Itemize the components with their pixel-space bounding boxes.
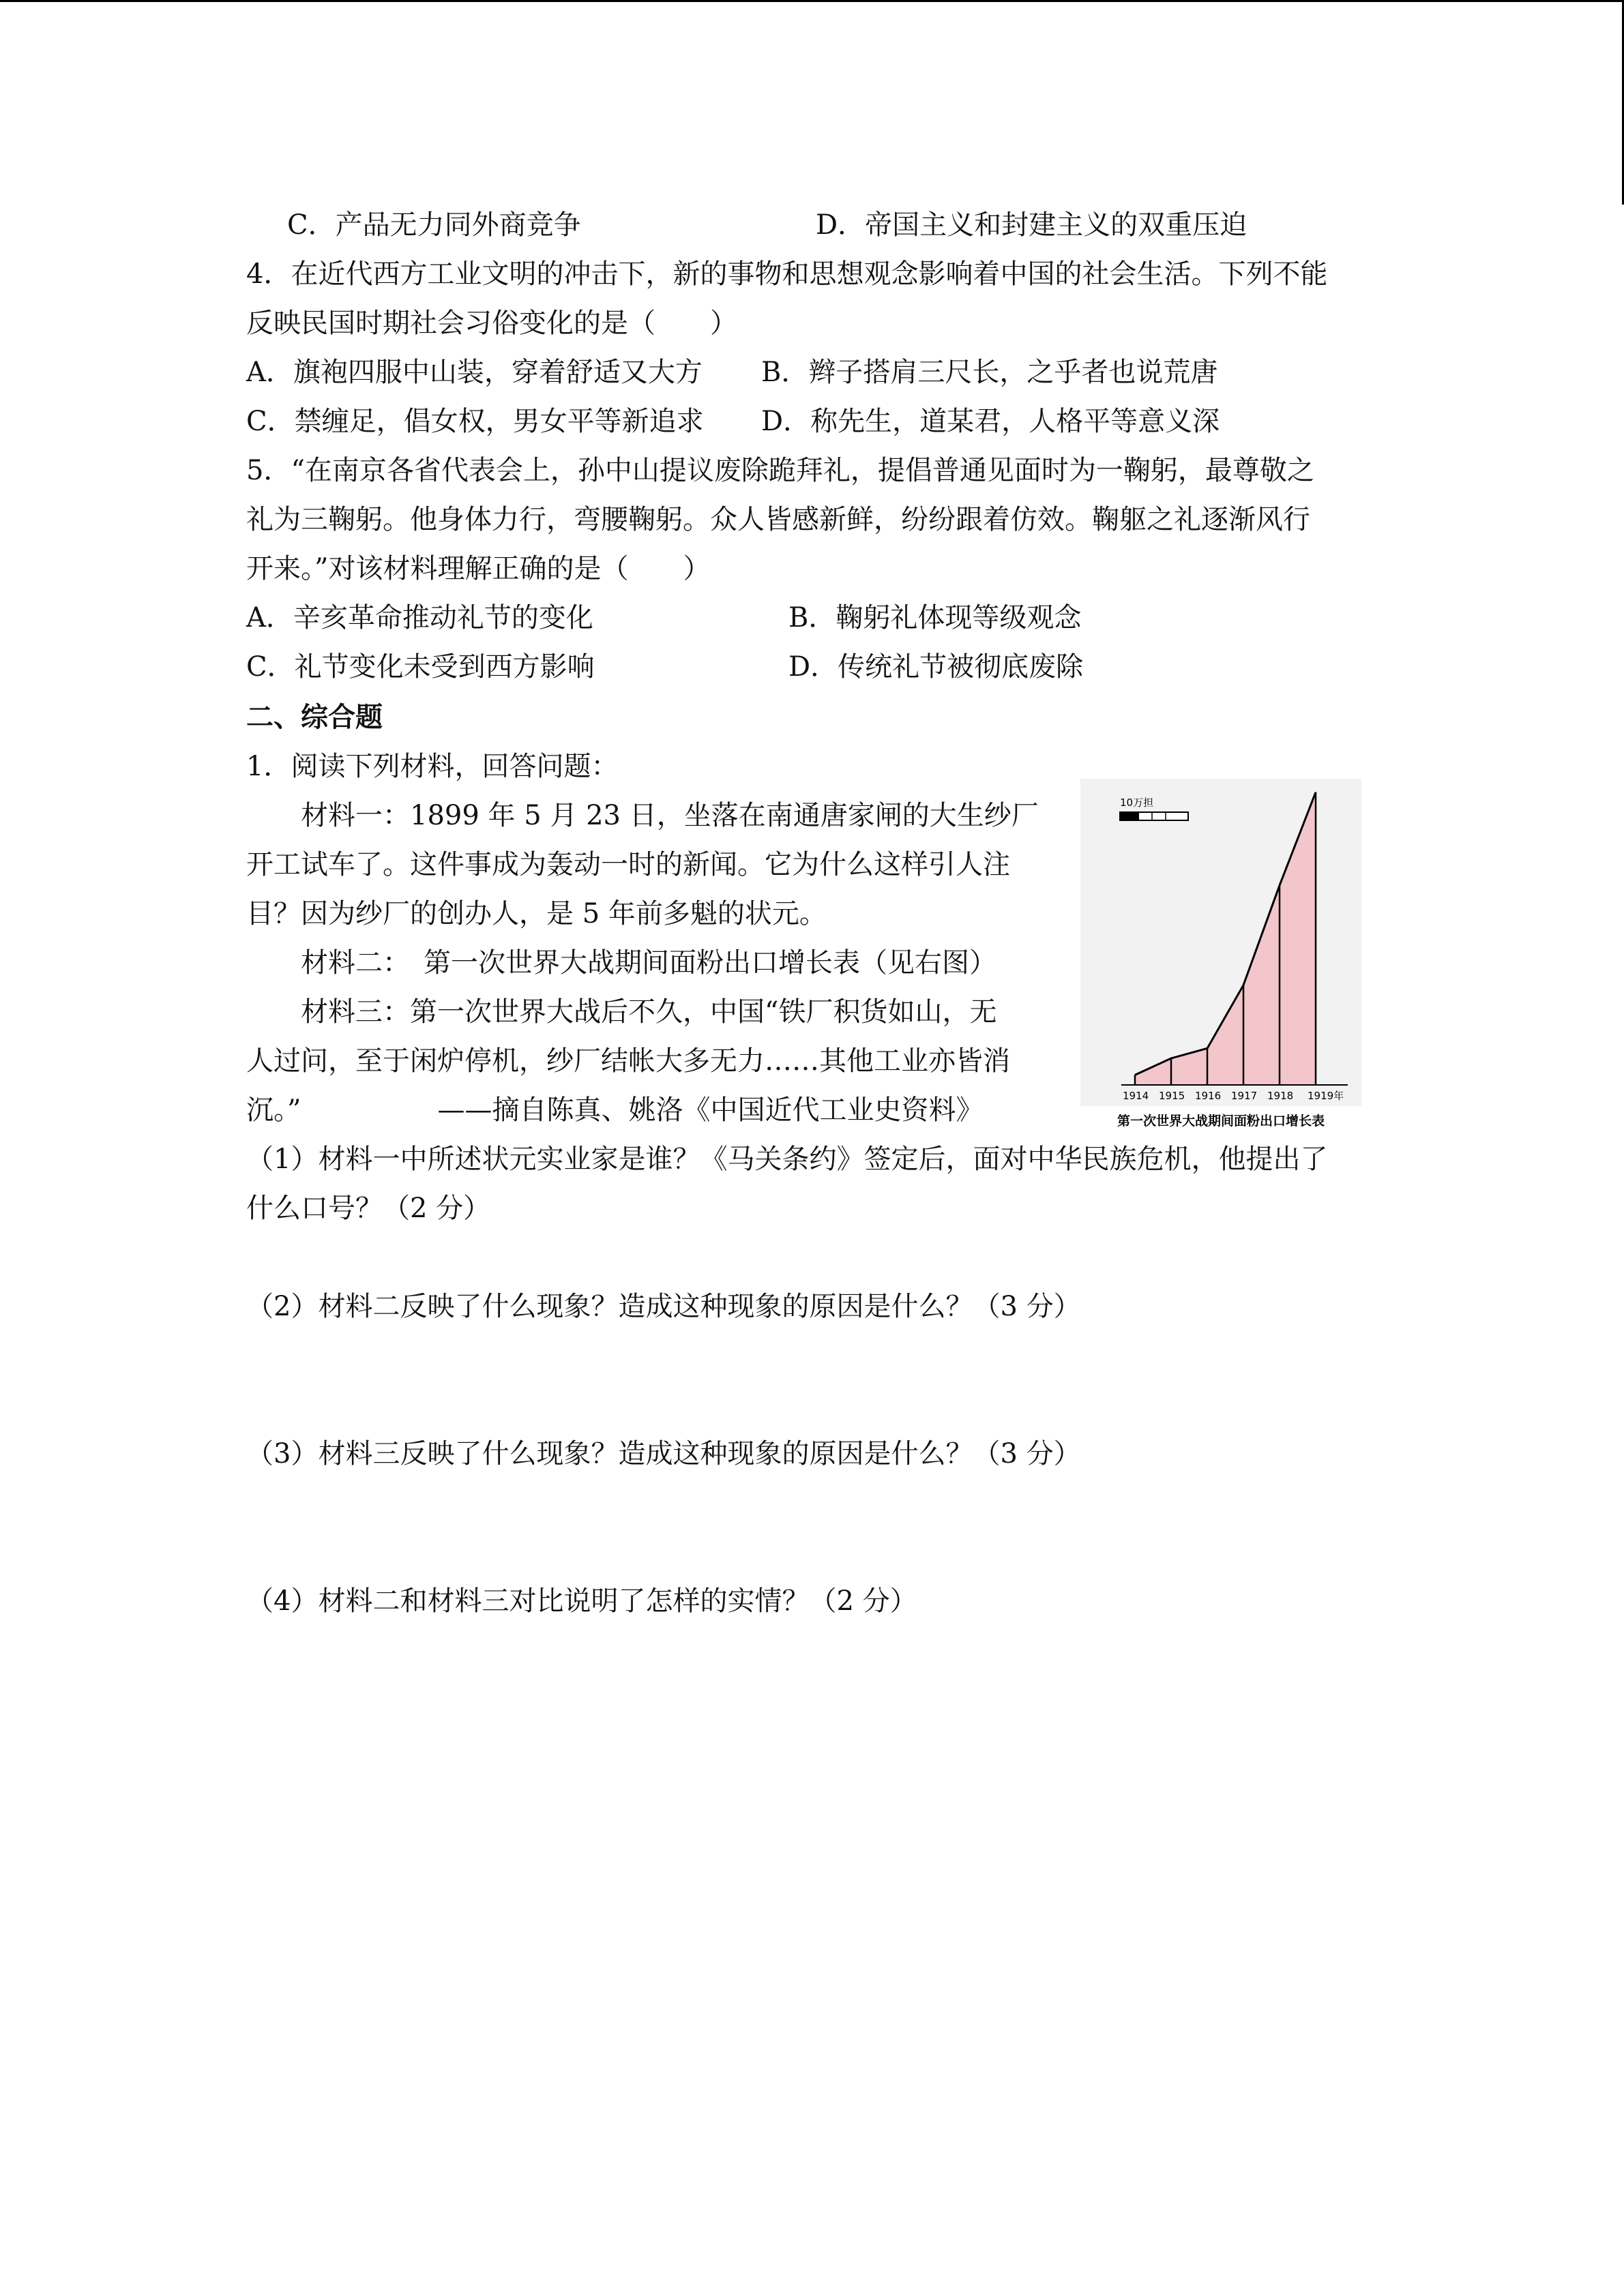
material3-line3: 沉。” ——摘自陈真、姚洛《中国近代工业史资料》 xyxy=(246,1094,984,1126)
top-border xyxy=(0,0,1624,2)
q3-option-d: D．帝国主义和封建主义的双重压迫 xyxy=(816,209,1247,241)
subq4: （4）材料二和材料三对比说明了怎样的实情？（2 分） xyxy=(246,1585,917,1617)
chart-x-tick-label: 1917 xyxy=(1231,1090,1258,1102)
q4-option-c: C．禁缠足，倡女权，男女平等新追求 xyxy=(246,406,704,437)
q5-option-b: B．鞠躬礼体现等级观念 xyxy=(788,602,1082,633)
subq1-line1: （1）材料一中所述状元实业家是谁？《马关条约》签定后，面对中华民族危机，他提出了 xyxy=(246,1144,1328,1175)
q5-option-a: A．辛亥革命推动礼节的变化 xyxy=(246,602,593,633)
subq2: （2）材料二反映了什么现象？造成这种现象的原因是什么？（3 分） xyxy=(246,1291,1081,1322)
q4-option-d: D．称先生，道某君，人格平等意义深 xyxy=(761,406,1220,437)
chart-x-tick-label: 1918 xyxy=(1267,1090,1294,1102)
chart-x-tick-label: 1914 xyxy=(1123,1090,1149,1102)
material3-line2: 人过问，至于闲炉停机，纱厂结帐大多无力……其他工业亦皆消 xyxy=(246,1045,1010,1077)
q4-stem-line1: 4．在近代西方工业文明的冲击下，新的事物和思想观念影响着中国的社会生活。下列不能 xyxy=(246,258,1328,290)
q3-option-c: C．产品无力同外商竞争 xyxy=(287,209,581,241)
q5-option-d: D．传统礼节被彻底废除 xyxy=(788,651,1084,683)
q5-stem-line2: 礼为三鞠躬。他身体力行，弯腰鞠躬。众人皆感新鲜，纷纷跟着仿效。鞠躯之礼逐渐风行 xyxy=(246,504,1310,535)
material1-line1: 材料一：1899 年 5 月 23 日，坐落在南通唐家闸的大生纱厂 xyxy=(301,800,1039,831)
chart-x-tick-label: 1916 xyxy=(1195,1090,1222,1102)
q5-option-c: C．礼节变化未受到西方影响 xyxy=(246,651,595,683)
q4-option-a: A．旗袍四服中山装，穿着舒适又大方 xyxy=(246,357,703,388)
chart-x-tick-label: 1919年 xyxy=(1308,1090,1344,1102)
chart-scale-label: 10万担 xyxy=(1120,796,1154,809)
chart-scale-bar-fill xyxy=(1120,812,1139,820)
material2-line1: 材料二： 第一次世界大战期间面粉出口增长表（见右图） xyxy=(301,947,996,979)
material1-line2: 开工试车了。这件事成为轰动一时的新闻。它为什么这样引人注 xyxy=(246,849,1010,880)
chart-title: 第一次世界大战期间面粉出口增长表 xyxy=(1117,1114,1325,1129)
subq3: （3）材料三反映了什么现象？造成这种现象的原因是什么？（3 分） xyxy=(246,1438,1081,1470)
q4-option-b: B．辫子搭肩三尺长，之乎者也说荒唐 xyxy=(761,357,1218,388)
flour-export-chart-svg xyxy=(1080,779,1361,1129)
q5-stem-line3: 开来。”对该材料理解正确的是（ ） xyxy=(246,553,711,584)
q4-stem-line2: 反映民国时期社会习俗变化的是（ ） xyxy=(246,308,737,339)
chart-x-tick-label: 1915 xyxy=(1159,1090,1185,1102)
q5-stem-line1: 5．“在南京各省代表会上，孙中山提议废除跪拜礼，提倡普通见面时为一鞠躬，最尊敬之 xyxy=(246,455,1314,486)
material1-line3: 目？因为纱厂的创办人，是 5 年前多魁的状元。 xyxy=(246,898,827,929)
subq1-line2: 什么口号？（2 分） xyxy=(246,1193,491,1224)
section-heading: 二、综合题 xyxy=(246,701,383,733)
section-intro: 1．阅读下列材料，回答问题： xyxy=(246,751,619,782)
material3-line1: 材料三：第一次世界大战后不久，中国“铁厂积货如山，无 xyxy=(301,996,997,1028)
flour-export-chart xyxy=(1080,779,1361,1129)
